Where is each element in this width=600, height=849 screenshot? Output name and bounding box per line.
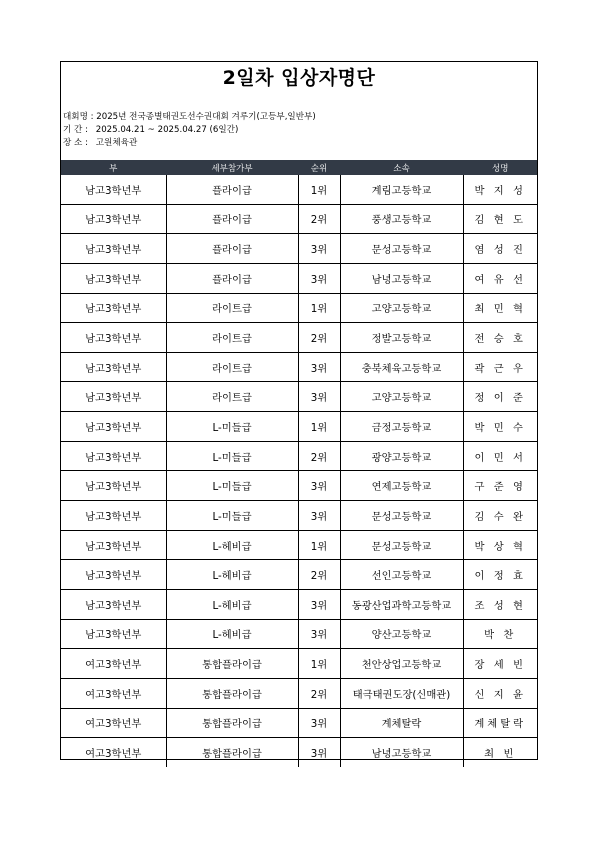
weight-class-cell: 라이트급 bbox=[166, 323, 298, 353]
name-cell: 박 지 성 bbox=[463, 175, 537, 205]
rank-cell: 2위 bbox=[298, 678, 340, 708]
name-cell: 김 수 완 bbox=[463, 501, 537, 531]
name-cell: 염 성 진 bbox=[463, 234, 537, 264]
column-header-division: 부 bbox=[61, 161, 166, 175]
division-cell: 남고3학년부 bbox=[61, 441, 166, 471]
rank-cell: 1위 bbox=[298, 293, 340, 323]
name-cell: 계체탈락 bbox=[463, 708, 537, 738]
name-cell: 정 이 준 bbox=[463, 382, 537, 412]
table-row bbox=[61, 412, 537, 442]
weight-class-cell: L-헤비급 bbox=[166, 619, 298, 649]
weight-class-cell: 통합플라이급 bbox=[166, 708, 298, 738]
info-line-period bbox=[63, 125, 238, 136]
division-cell: 남고3학년부 bbox=[61, 175, 166, 205]
division-cell: 남고3학년부 bbox=[61, 352, 166, 382]
name-cell: 여 유 선 bbox=[463, 263, 537, 293]
info-label: 장 소 : bbox=[63, 138, 88, 148]
weight-class-cell: L-미들급 bbox=[166, 412, 298, 442]
division-cell: 남고3학년부 bbox=[61, 293, 166, 323]
table-row bbox=[61, 530, 537, 560]
name-cell: 박 상 혁 bbox=[463, 530, 537, 560]
division-cell: 남고3학년부 bbox=[61, 560, 166, 590]
rank-cell: 2위 bbox=[298, 441, 340, 471]
name-cell: 곽 근 우 bbox=[463, 352, 537, 382]
rank-cell: 3위 bbox=[298, 738, 340, 767]
division-cell: 남고3학년부 bbox=[61, 204, 166, 234]
winners-table bbox=[61, 160, 537, 767]
affiliation-cell: 동광산업과학고등학교 bbox=[340, 589, 463, 619]
division-cell: 남고3학년부 bbox=[61, 323, 166, 353]
rank-cell: 2위 bbox=[298, 323, 340, 353]
rank-cell: 1위 bbox=[298, 530, 340, 560]
rank-cell: 3위 bbox=[298, 263, 340, 293]
table-row bbox=[61, 263, 537, 293]
affiliation-cell: 양산고등학교 bbox=[340, 619, 463, 649]
table-row bbox=[61, 204, 537, 234]
weight-class-cell: 플라이급 bbox=[166, 263, 298, 293]
rank-cell: 3위 bbox=[298, 619, 340, 649]
affiliation-cell: 태극태권도장(신매관) bbox=[340, 678, 463, 708]
name-cell: 박 민 수 bbox=[463, 412, 537, 442]
division-cell: 남고3학년부 bbox=[61, 234, 166, 264]
table-row bbox=[61, 738, 537, 767]
rank-cell: 1위 bbox=[298, 412, 340, 442]
rank-cell: 3위 bbox=[298, 234, 340, 264]
name-cell: 조 성 현 bbox=[463, 589, 537, 619]
table-header-row bbox=[61, 161, 537, 175]
weight-class-cell: 통합플라이급 bbox=[166, 649, 298, 679]
name-cell: 전 승 호 bbox=[463, 323, 537, 353]
weight-class-cell: 라이트급 bbox=[166, 293, 298, 323]
affiliation-cell: 문성고등학교 bbox=[340, 501, 463, 531]
name-cell: 이 정 효 bbox=[463, 560, 537, 590]
table-row bbox=[61, 352, 537, 382]
column-header-weight-class: 세부참가부 bbox=[166, 161, 298, 175]
weight-class-cell: 플라이급 bbox=[166, 175, 298, 205]
affiliation-cell: 남녕고등학교 bbox=[340, 263, 463, 293]
affiliation-cell: 남녕고등학교 bbox=[340, 738, 463, 767]
name-cell: 장 세 빈 bbox=[463, 649, 537, 679]
weight-class-cell: L-미들급 bbox=[166, 501, 298, 531]
division-cell: 여고3학년부 bbox=[61, 708, 166, 738]
weight-class-cell: 통합플라이급 bbox=[166, 678, 298, 708]
name-cell: 이 민 서 bbox=[463, 441, 537, 471]
info-value: 고원체육관 bbox=[95, 138, 138, 148]
affiliation-cell: 금정고등학교 bbox=[340, 412, 463, 442]
rank-cell: 1위 bbox=[298, 175, 340, 205]
division-cell: 남고3학년부 bbox=[61, 619, 166, 649]
table-row bbox=[61, 293, 537, 323]
weight-class-cell: L-헤비급 bbox=[166, 530, 298, 560]
info-value: 2025년 전국종별태권도선수권대회 겨루기(고등부,일반부) bbox=[96, 112, 316, 122]
affiliation-cell: 연제고등학교 bbox=[340, 471, 463, 501]
affiliation-cell: 충북체육고등학교 bbox=[340, 352, 463, 382]
weight-class-cell: L-헤비급 bbox=[166, 589, 298, 619]
column-header-affiliation: 소속 bbox=[340, 161, 463, 175]
table-row bbox=[61, 678, 537, 708]
rank-cell: 2위 bbox=[298, 560, 340, 590]
weight-class-cell: 라이트급 bbox=[166, 382, 298, 412]
weight-class-cell: 플라이급 bbox=[166, 234, 298, 264]
affiliation-cell: 고양고등학교 bbox=[340, 382, 463, 412]
division-cell: 여고3학년부 bbox=[61, 738, 166, 767]
rank-cell: 3위 bbox=[298, 589, 340, 619]
division-cell: 여고3학년부 bbox=[61, 678, 166, 708]
name-cell: 구 준 영 bbox=[463, 471, 537, 501]
affiliation-cell: 선인고등학교 bbox=[340, 560, 463, 590]
weight-class-cell: 플라이급 bbox=[166, 204, 298, 234]
column-header-name: 성명 bbox=[463, 161, 537, 175]
division-cell: 남고3학년부 bbox=[61, 412, 166, 442]
division-cell: 남고3학년부 bbox=[61, 501, 166, 531]
rank-cell: 3위 bbox=[298, 501, 340, 531]
info-line-venue bbox=[63, 138, 137, 149]
table-row bbox=[61, 471, 537, 501]
name-cell: 최 민 혁 bbox=[463, 293, 537, 323]
name-cell: 최 빈 bbox=[463, 738, 537, 767]
division-cell: 남고3학년부 bbox=[61, 530, 166, 560]
table-row bbox=[61, 175, 537, 205]
weight-class-cell: 통합플라이급 bbox=[166, 738, 298, 767]
division-cell: 남고3학년부 bbox=[61, 589, 166, 619]
table-row bbox=[61, 560, 537, 590]
table-row bbox=[61, 619, 537, 649]
table-row bbox=[61, 589, 537, 619]
affiliation-cell: 풍생고등학교 bbox=[340, 204, 463, 234]
weight-class-cell: L-미들급 bbox=[166, 471, 298, 501]
affiliation-cell: 고양고등학교 bbox=[340, 293, 463, 323]
affiliation-cell: 계림고등학교 bbox=[340, 175, 463, 205]
division-cell: 남고3학년부 bbox=[61, 471, 166, 501]
affiliation-cell: 문성고등학교 bbox=[340, 530, 463, 560]
info-line-event bbox=[63, 112, 316, 123]
table-row bbox=[61, 234, 537, 264]
info-label: 대회명 : bbox=[63, 112, 94, 122]
page-title: 2일차 입상자명단 bbox=[222, 67, 376, 89]
division-cell: 남고3학년부 bbox=[61, 263, 166, 293]
division-cell: 여고3학년부 bbox=[61, 649, 166, 679]
info-label: 기 간 : bbox=[63, 125, 88, 135]
affiliation-cell: 천안상업고등학교 bbox=[340, 649, 463, 679]
weight-class-cell: 라이트급 bbox=[166, 352, 298, 382]
weight-class-cell: L-미들급 bbox=[166, 441, 298, 471]
rank-cell: 3위 bbox=[298, 471, 340, 501]
table-row bbox=[61, 501, 537, 531]
name-cell: 박 찬 bbox=[463, 619, 537, 649]
rank-cell: 1위 bbox=[298, 649, 340, 679]
table-row bbox=[61, 382, 537, 412]
rank-cell: 2위 bbox=[298, 204, 340, 234]
name-cell: 신 지 윤 bbox=[463, 678, 537, 708]
table-row bbox=[61, 323, 537, 353]
division-cell: 남고3학년부 bbox=[61, 382, 166, 412]
column-header-rank: 순위 bbox=[298, 161, 340, 175]
affiliation-cell: 광양고등학교 bbox=[340, 441, 463, 471]
info-value: 2025.04.21 ~ 2025.04.27 (6일간) bbox=[95, 125, 239, 135]
table-row bbox=[61, 708, 537, 738]
document-frame bbox=[60, 61, 538, 760]
rank-cell: 3위 bbox=[298, 382, 340, 412]
rank-cell: 3위 bbox=[298, 708, 340, 738]
table-row bbox=[61, 649, 537, 679]
table-row bbox=[61, 441, 537, 471]
weight-class-cell: L-헤비급 bbox=[166, 560, 298, 590]
rank-cell: 3위 bbox=[298, 352, 340, 382]
affiliation-cell: 정발고등학교 bbox=[340, 323, 463, 353]
affiliation-cell: 계체탈락 bbox=[340, 708, 463, 738]
affiliation-cell: 문성고등학교 bbox=[340, 234, 463, 264]
name-cell: 김 현 도 bbox=[463, 204, 537, 234]
